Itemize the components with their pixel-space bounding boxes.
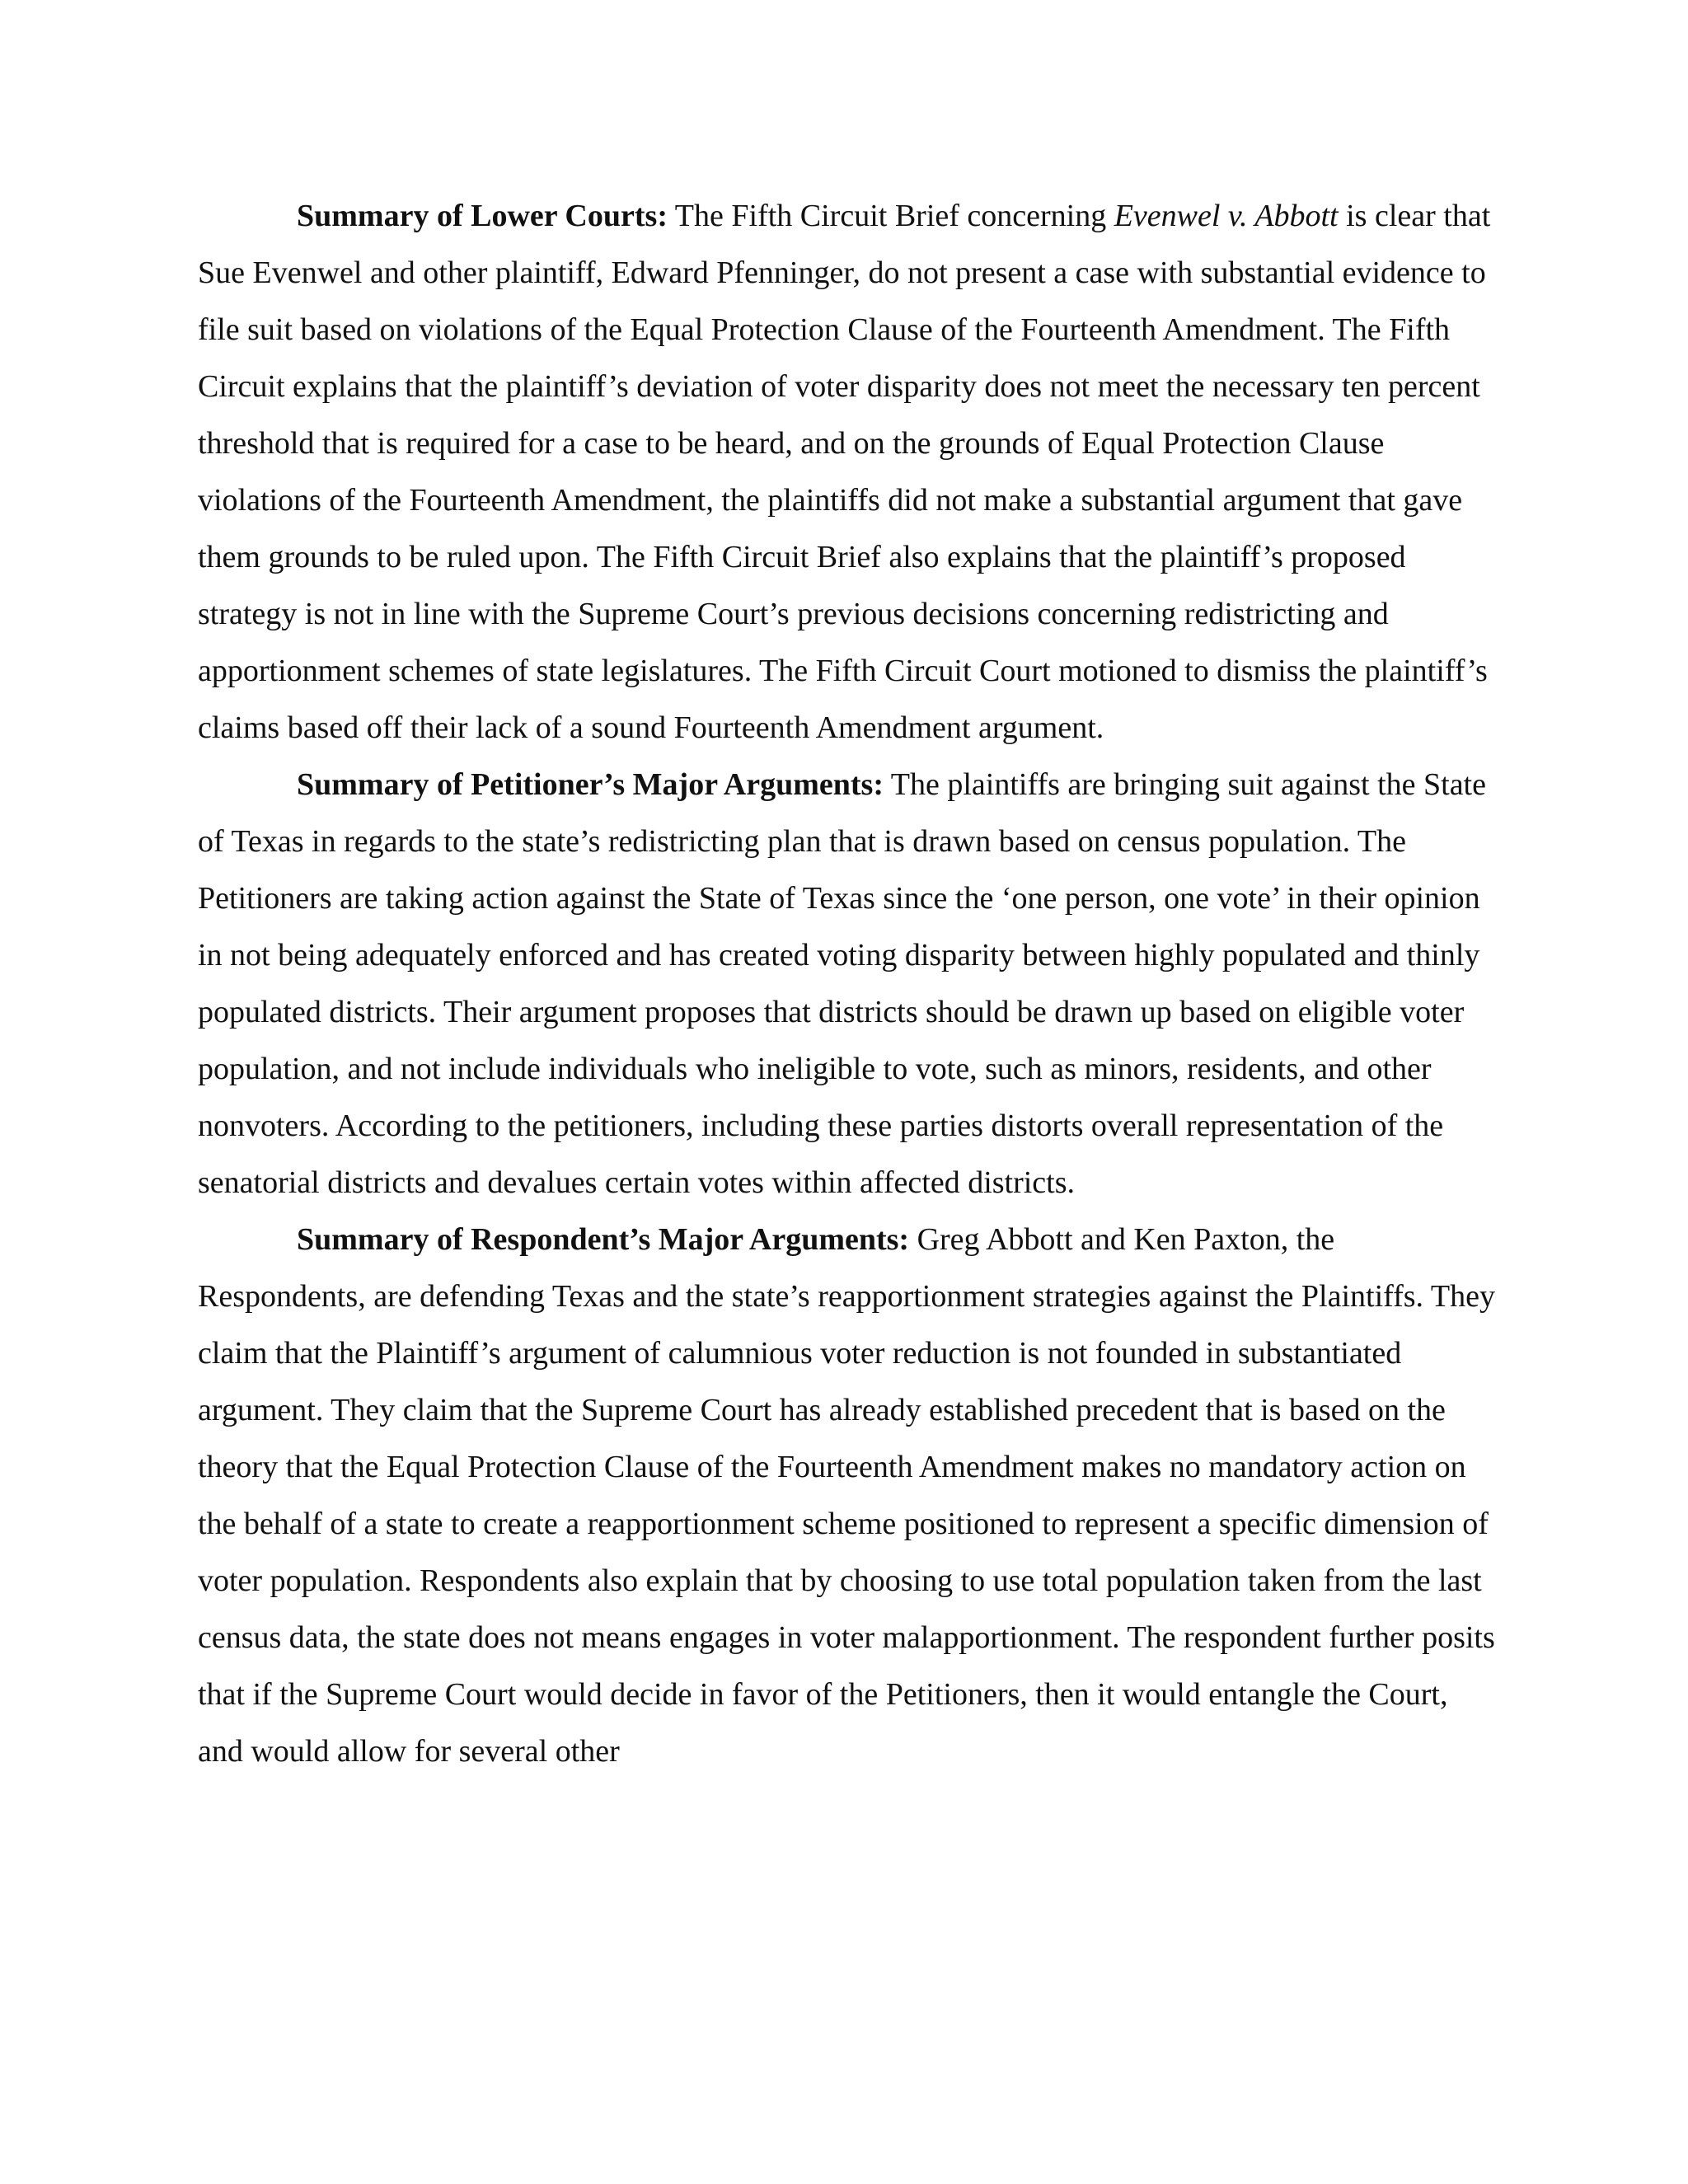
petitioner-arguments-text: The plaintiffs are bringing suit against the State of Texas in regards to the state’s redistricting plan that is drawn based on census population. The Petitioners are taking action against the State of Texas since the ‘one person, one vote’ in their opinion in not being adequately enforced and has created voting disparity between highly populated and thinly populated districts. Their argument proposes that districts should be drawn up based on eligible voter population, and not include individuals who ineligible to vote, such as minors, residents, and other nonvoters. According to the petitioners, including these parties distorts overall representation of the senatorial districts and devalues certain votes within affected districts.: [198, 767, 1486, 1200]
lower-courts-summary-paragraph: [198, 188, 1500, 757]
lower-courts-summary-heading: Summary of Lower Courts:: [297, 199, 668, 233]
respondent-arguments-text: Greg Abbott and Ken Paxton, the Respondents, are defending Texas and the state’s reapportionment strategies against the Plaintiffs. They claim that the Plaintiff’s argument of calumnious voter reduction is not founded in substantiated argument. They claim that the Supreme Court has already established precedent that is based on the theory that the Equal Protection Clause of the Fourteenth Amendment makes no mandatory action on the behalf of a state to create a reapportionment scheme positioned to represent a specific dimension of voter population. Respondents also explain that by choosing to use total population taken from the last census data, the state does not means engages in voter malapportionment. The respondent further posits that if the Supreme Court would decide in favor of the Petitioners, then it would entangle the Court, and would allow for several other: [198, 1222, 1495, 1769]
petitioner-arguments-paragraph: [198, 757, 1500, 1212]
case-name: Evenwel v. Abbott: [1114, 199, 1339, 233]
petitioner-arguments-heading: Summary of Petitioner’s Major Arguments:: [297, 767, 884, 802]
lower-courts-summary-text-lead: The Fifth Circuit Brief concerning: [667, 199, 1114, 233]
document-body: [198, 188, 1500, 1780]
respondent-arguments-heading: Summary of Respondent’s Major Arguments:: [297, 1222, 910, 1257]
respondent-arguments-paragraph: [198, 1212, 1500, 1780]
lower-courts-summary-text: is clear that Sue Evenwel and other plaintiff, Edward Pfenninger, do not present a case with substantial evidence to file suit based on violations of the Equal Protection Clause of the Fourteenth Amendment. The Fifth Circuit explains that the plaintiff’s deviation of voter disparity does not meet the necessary ten percent threshold that is required for a case to be heard, and on the grounds of Equal Protection Clause violations of the Fourteenth Amendment, the plaintiffs did not make a substantial argument that gave them grounds to be ruled upon. The Fifth Circuit Brief also explains that the plaintiff’s proposed strategy is not in line with the Supreme Court’s previous decisions concerning redistricting and apportionment schemes of state legislatures. The Fifth Circuit Court motioned to dismiss the plaintiff’s claims based off their lack of a sound Fourteenth Amendment argument.: [198, 199, 1491, 745]
